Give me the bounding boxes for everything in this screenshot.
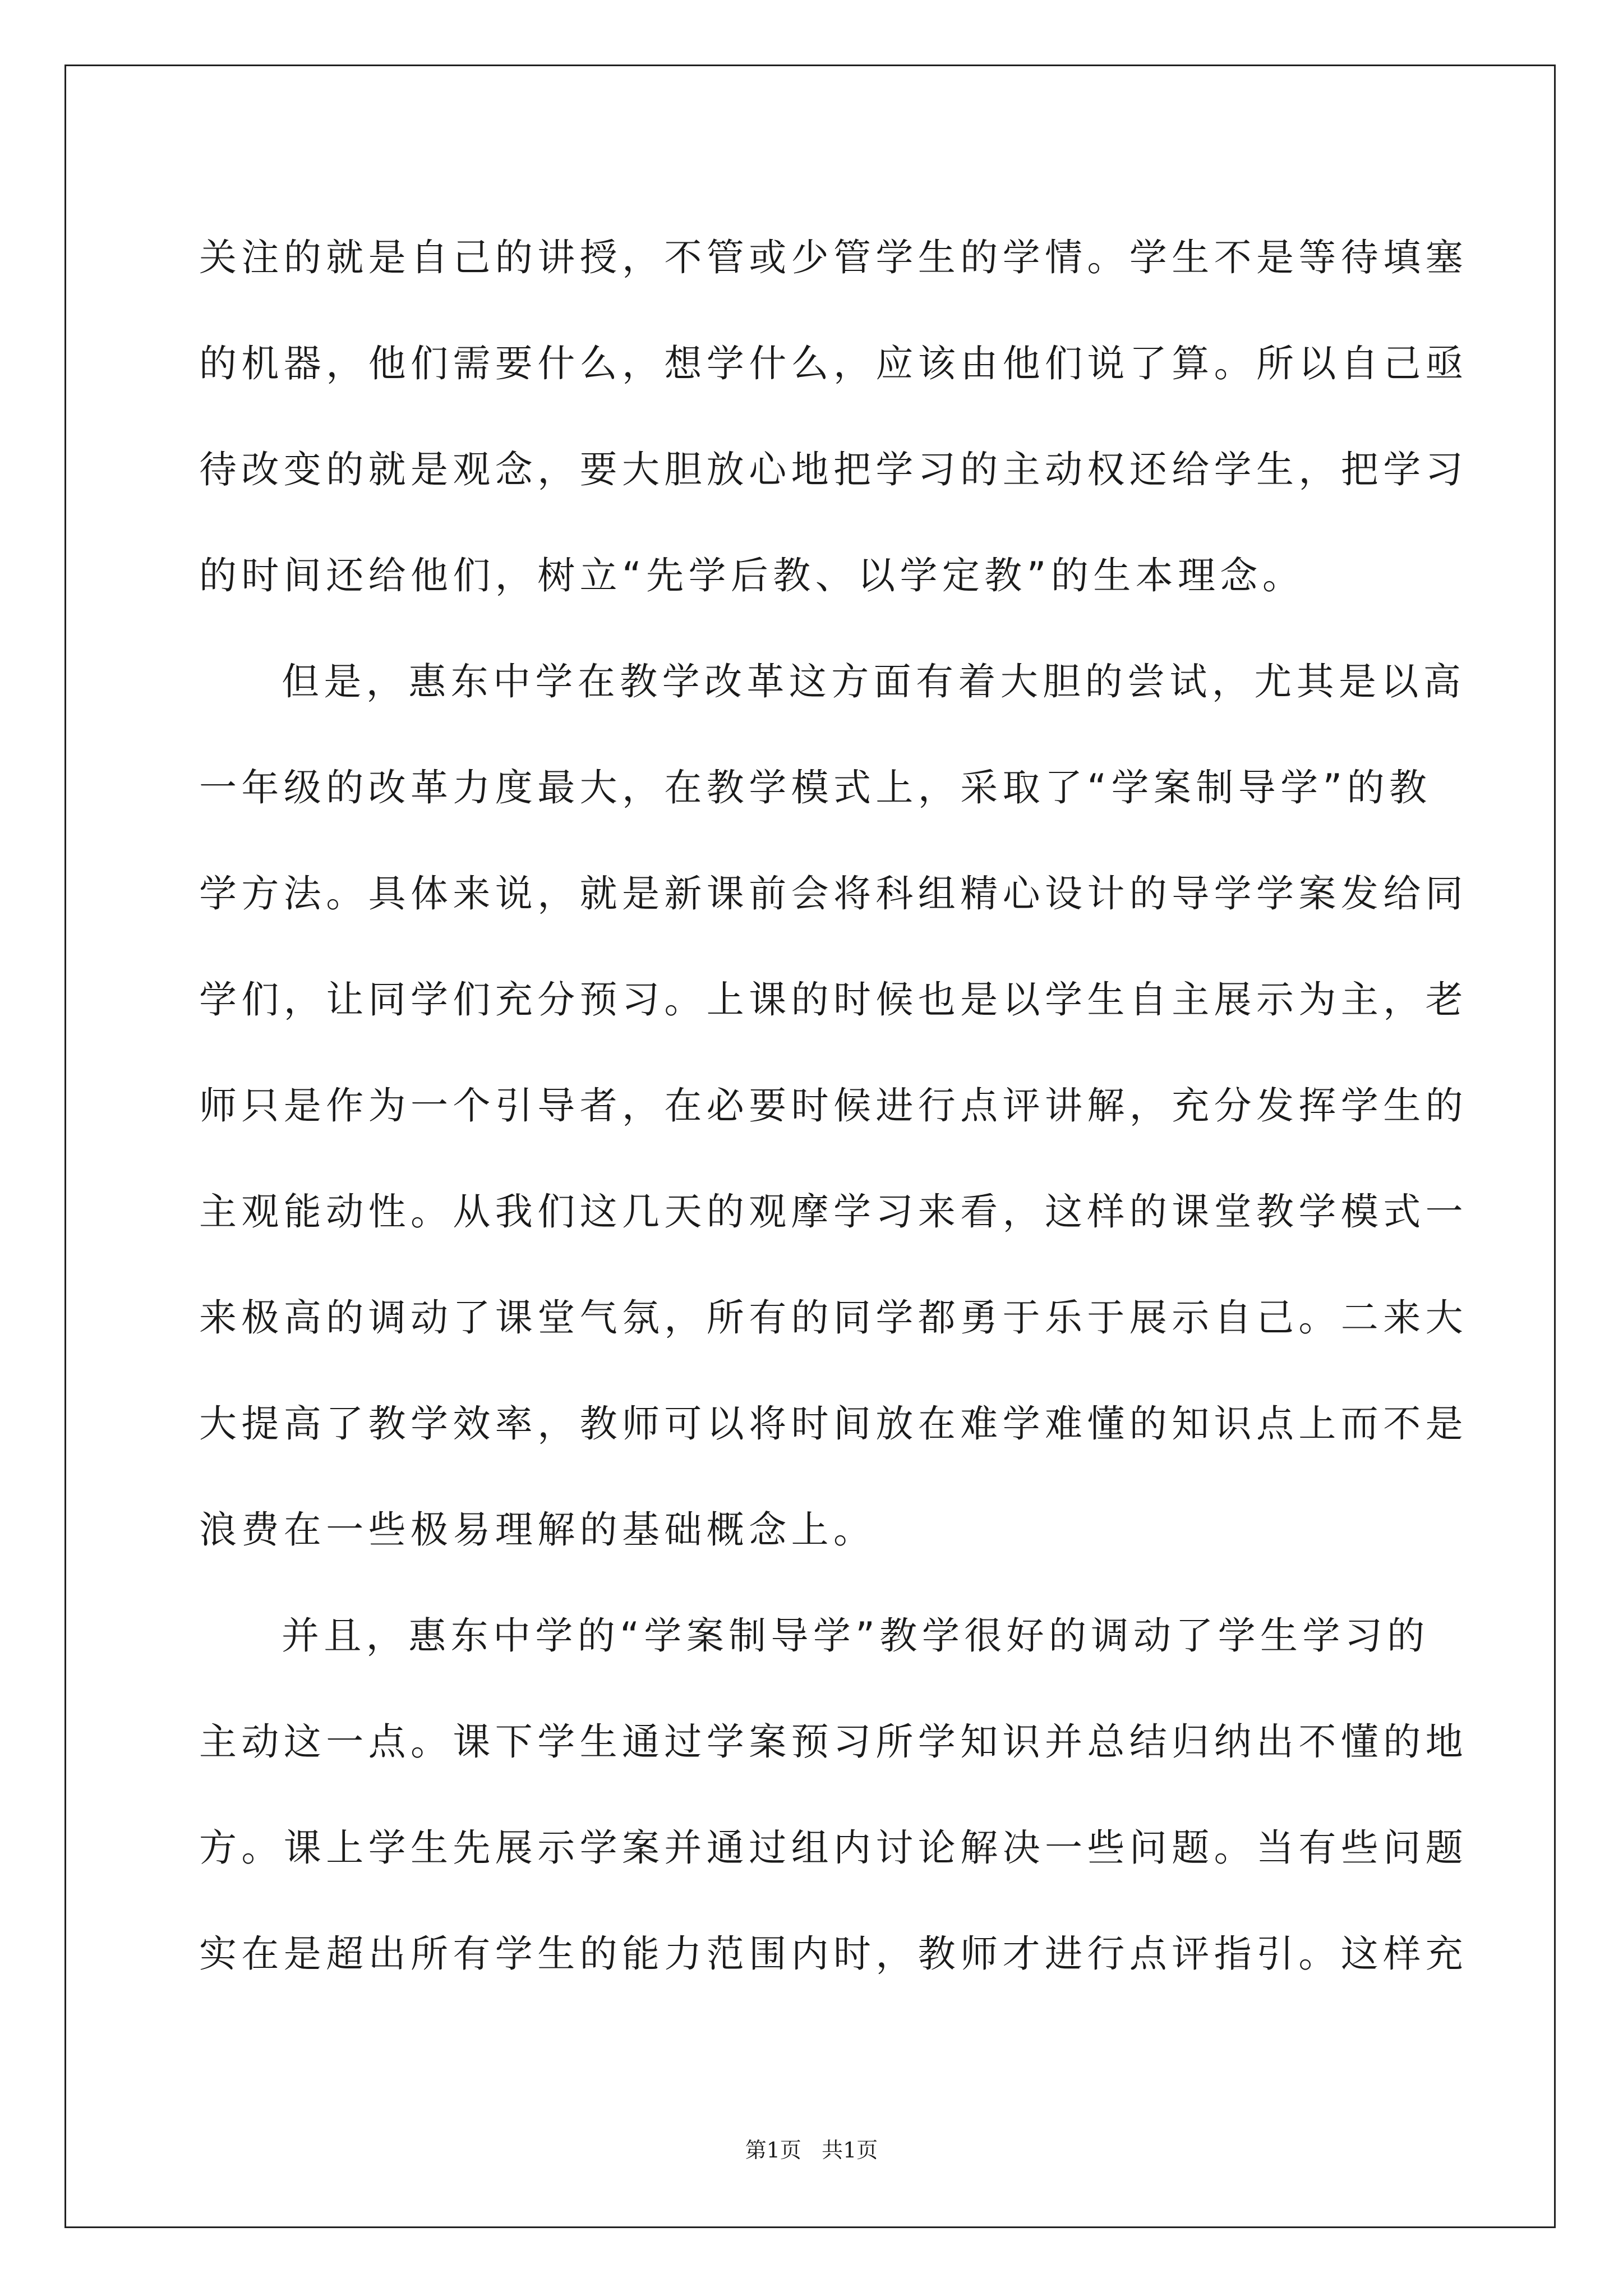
text-line: 来极高的调动了课堂气氛，所有的同学都勇于乐于展示自己。二来大 <box>199 1296 1468 1340</box>
text-line: 师只是作为一个引导者，在必要时候进行点评讲解，充分发挥学生的 <box>199 1084 1468 1128</box>
text-line: 学们，让同学们充分预习。上课的时候也是以学生自主展示为主，老 <box>199 978 1468 1022</box>
text-line: 浪费在一些极易理解的基础概念上。 <box>199 1508 876 1552</box>
text-line: 方。课上学生先展示学案并通过组内讨论解决一些问题。当有些问题 <box>199 1826 1468 1870</box>
text-line: 实在是超出所有学生的能力范围内时，教师才进行点评指引。这样充 <box>199 1932 1468 1976</box>
text-line: 的时间还给他们，树立“先学后教、以学定教”的生本理念。 <box>199 554 1305 597</box>
paragraph-first-line: 并且，惠东中学的“学案制导学”教学很好的调动了学生学习的 <box>282 1614 1430 1658</box>
text-line: 主动这一点。课下学生通过学案预习所学知识并总结归纳出不懂的地 <box>199 1720 1468 1764</box>
page-footer: 第1页 共1页 <box>745 2138 878 2162</box>
text-line: 学方法。具体来说，就是新课前会将科组精心设计的导学学案发给同 <box>199 872 1468 915</box>
text-line: 大提高了教学效率，教师可以将时间放在难学难懂的知识点上而不是 <box>199 1402 1468 1446</box>
paragraph-first-line: 但是，惠东中学在教学改革这方面有着大胆的尝试，尤其是以高 <box>282 660 1466 703</box>
text-line: 关注的就是自己的讲授，不管或少管学生的学情。学生不是等待填塞 <box>199 236 1468 279</box>
text-line: 主观能动性。从我们这几天的观摩学习来看，这样的课堂教学模式一 <box>199 1190 1468 1234</box>
text-line: 待改变的就是观念，要大胆放心地把学习的主动权还给学生，把学习 <box>199 448 1468 491</box>
document-body <box>199 205 1468 2007</box>
text-line: 的机器，他们需要什么，想学什么，应该由他们说了算。所以自己亟 <box>199 342 1468 385</box>
text-line: 一年级的改革力度最大，在教学模式上，采取了“学案制导学”的教 <box>199 766 1432 809</box>
